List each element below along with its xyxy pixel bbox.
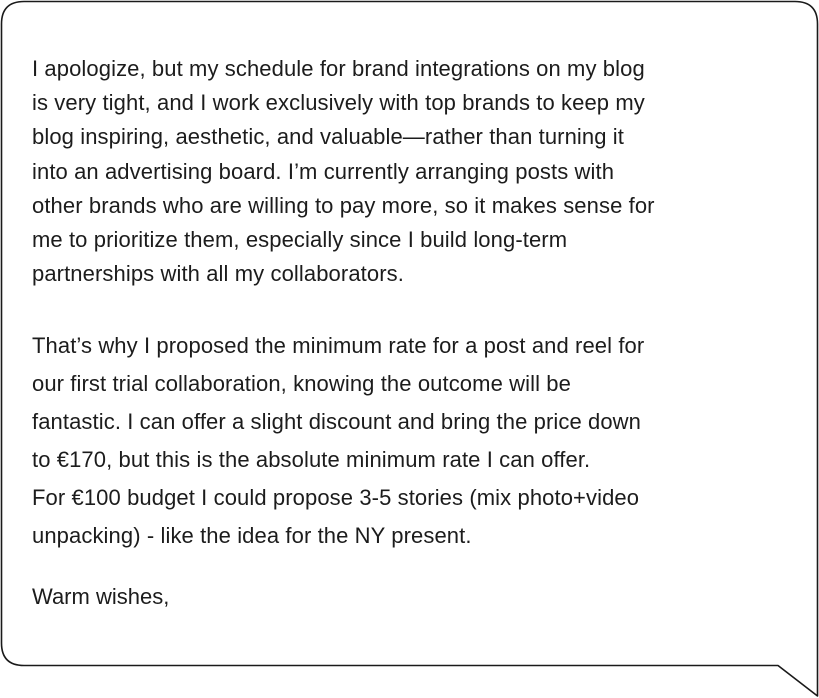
message-paragraph-2 [32, 327, 802, 555]
message-line: is very tight, and I work exclusively with top brands to keep my [32, 90, 645, 116]
message-line: For €100 budget I could propose 3-5 stories (mix photo+video [32, 485, 640, 511]
message-line: other brands who are willing to pay more, so it makes sense for [32, 192, 655, 218]
message-line: me to prioritize them, especially since I build long-term [32, 227, 568, 253]
message-line: our first trial collaboration, knowing the outcome will be [32, 371, 571, 397]
message-signoff: Warm wishes, [32, 584, 170, 609]
message-line: unpacking) - like the idea for the NY present. [32, 523, 472, 549]
message-line: fantastic. I can offer a slight discount and bring the price down [32, 409, 642, 435]
message-line: into an advertising board. I’m currently arranging posts with [32, 158, 615, 184]
message-line: I apologize, but my schedule for brand integrations on my blog [32, 56, 645, 81]
message-body [32, 52, 802, 555]
message-line: That’s why I proposed the minimum rate for a post and reel for [32, 333, 645, 359]
message-line: blog inspiring, aesthetic, and valuable—rather than turning it [32, 124, 625, 150]
message-line: partnerships with all my collaborators. [32, 261, 404, 287]
message-line: to €170, but this is the absolute minimum rate I can offer. [32, 447, 591, 473]
message-paragraph-1 [32, 52, 802, 291]
